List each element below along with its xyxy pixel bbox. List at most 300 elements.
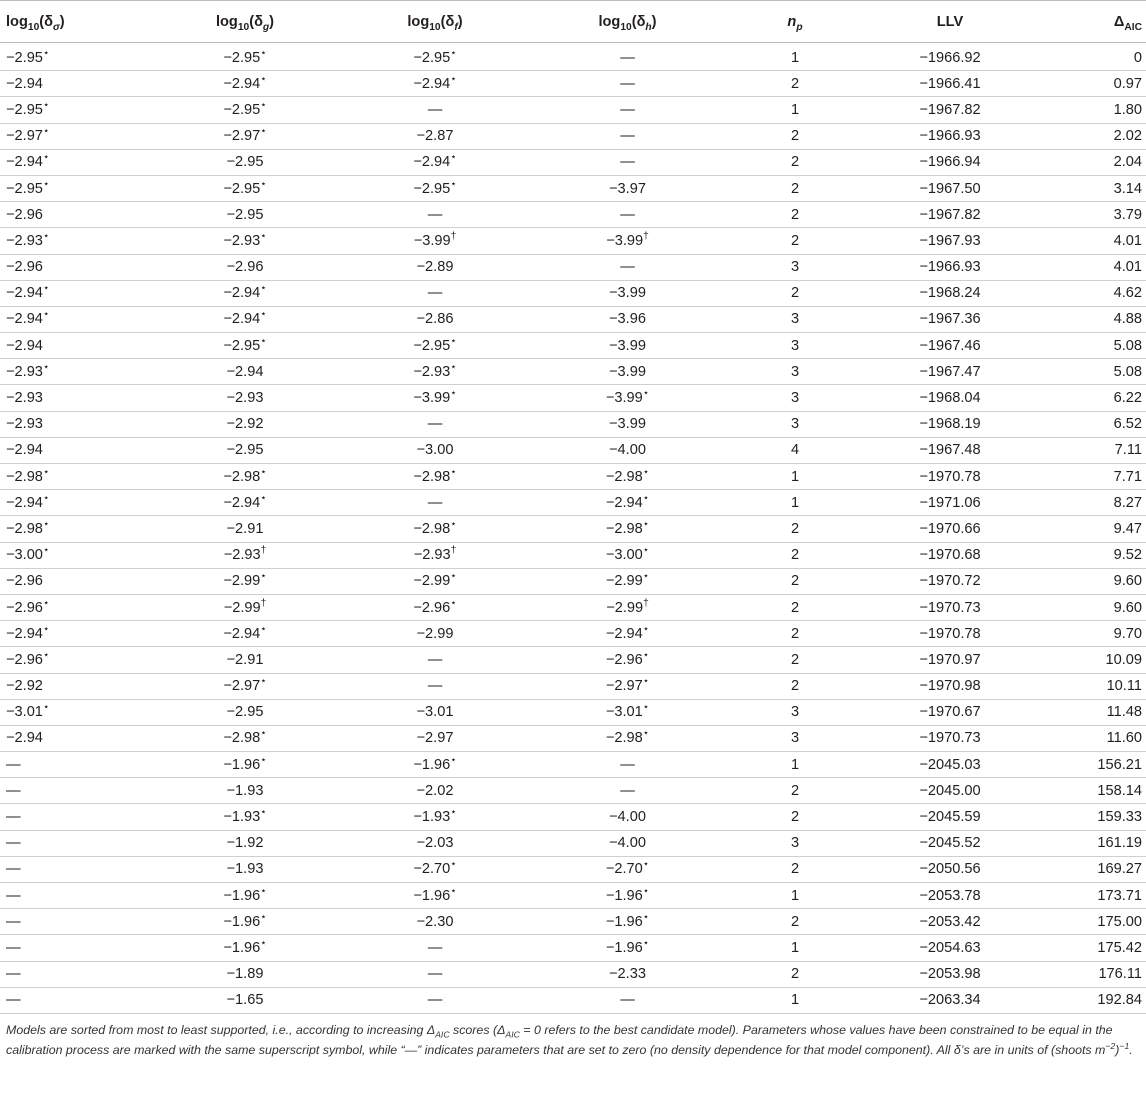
- table-row: [0, 647, 1146, 673]
- cell-log-delta-h: [530, 804, 725, 830]
- constraint-marker: †: [260, 545, 267, 557]
- cell-delta-aic: [1035, 961, 1146, 987]
- cell-value: −1.89: [226, 966, 264, 983]
- cell-log-delta-sigma: [0, 385, 150, 411]
- cell-log-delta-g: [150, 71, 340, 97]
- cell-value: −2.93: [6, 232, 43, 249]
- cell-log-delta-f: [340, 437, 530, 463]
- constraint-marker: †: [643, 231, 649, 243]
- cell-log-delta-sigma: [0, 987, 150, 1013]
- cell-log-delta-sigma: [0, 778, 150, 804]
- table-row: [0, 856, 1146, 882]
- cell-log-delta-h: [530, 621, 725, 647]
- cell-value: −1970.98: [919, 678, 981, 695]
- cell-value: −3.99: [606, 232, 644, 249]
- cell-log-delta-g: [150, 149, 340, 175]
- table-row: [0, 43, 1146, 71]
- cell-value: −2.91: [226, 651, 264, 668]
- cell-value: −2.98: [223, 468, 261, 485]
- cell-value: −2053.78: [919, 887, 981, 904]
- cell-value: −1966.41: [919, 75, 981, 92]
- constraint-marker: ⋆: [450, 571, 457, 583]
- cell-value: 5.08: [1113, 337, 1142, 354]
- cell-value: 2: [790, 232, 800, 249]
- cell-value: −2.95: [226, 154, 264, 171]
- cell-llv: [865, 359, 1035, 385]
- cell-np: [725, 385, 865, 411]
- cell-value: 176.11: [1098, 966, 1142, 983]
- cell-log-delta-g: [150, 883, 340, 909]
- cell-log-delta-sigma: [0, 43, 150, 71]
- cell-log-delta-f: [340, 490, 530, 516]
- cell-log-delta-sigma: [0, 464, 150, 490]
- cell-value: −2.98: [6, 468, 43, 485]
- cell-value: −1.93: [226, 782, 264, 799]
- constraint-marker: ⋆: [642, 571, 650, 583]
- cell-llv: [865, 149, 1035, 175]
- cell-value: −1.92: [226, 835, 264, 852]
- cell-value: 2: [790, 966, 800, 983]
- cell-np: [725, 883, 865, 909]
- cell-delta-aic: [1035, 725, 1146, 751]
- cell-log-delta-sigma: [0, 909, 150, 935]
- cell-value: 2: [790, 599, 800, 616]
- cell-llv: [865, 647, 1035, 673]
- cell-llv: [865, 856, 1035, 882]
- cell-value: −2.91: [226, 520, 264, 537]
- constraint-marker: ⋆: [260, 466, 267, 478]
- cell-llv: [865, 228, 1035, 254]
- table-row: [0, 725, 1146, 751]
- cell-log-delta-h: [530, 647, 725, 673]
- cell-np: [725, 254, 865, 280]
- constraint-marker: ⋆: [42, 597, 50, 609]
- constraint-marker: ⋆: [42, 466, 50, 478]
- cell-value: 3: [790, 259, 800, 276]
- cell-log-delta-f: [340, 254, 530, 280]
- cell-value: 3: [790, 704, 800, 721]
- cell-value: −2.94: [223, 494, 261, 511]
- cell-log-delta-f: [340, 725, 530, 751]
- constraint-marker: ⋆: [642, 728, 650, 740]
- cell-value: −1970.67: [919, 704, 981, 721]
- cell-log-delta-g: [150, 621, 340, 647]
- cell-log-delta-f: [340, 961, 530, 987]
- header-llv: LLV: [865, 1, 1035, 43]
- cell-value: 156.21: [1097, 756, 1142, 773]
- cell-value: 9.52: [1113, 547, 1142, 564]
- cell-value: —: [6, 835, 21, 852]
- cell-value: −1.96: [223, 939, 261, 956]
- cell-value: 1.80: [1113, 101, 1142, 118]
- cell-llv: [865, 909, 1035, 935]
- cell-value: —: [427, 966, 443, 983]
- cell-value: 9.60: [1113, 599, 1142, 616]
- constraint-marker: ⋆: [260, 492, 267, 504]
- cell-value: −1967.82: [919, 101, 981, 118]
- cell-value: −1967.46: [919, 337, 981, 354]
- cell-log-delta-f: [340, 280, 530, 306]
- cell-log-delta-f: [340, 43, 530, 71]
- header-delta-aic: $\Delta_{AIC}$: [1035, 1, 1146, 43]
- cell-log-delta-g: [150, 228, 340, 254]
- cell-log-delta-f: [340, 830, 530, 856]
- cell-value: −2.33: [609, 966, 646, 983]
- constraint-marker: ⋆: [42, 519, 50, 531]
- cell-llv: [865, 621, 1035, 647]
- cell-value: −2.94: [6, 625, 43, 642]
- cell-value: −2050.56: [919, 861, 981, 878]
- constraint-marker: ⋆: [642, 623, 650, 635]
- cell-log-delta-sigma: [0, 254, 150, 280]
- constraint-marker: †: [643, 597, 649, 609]
- constraint-marker: ⋆: [450, 597, 457, 609]
- cell-value: —: [620, 128, 635, 145]
- constraint-marker: ⋆: [450, 178, 457, 190]
- cell-value: −2.98: [605, 730, 643, 747]
- cell-value: −2045.00: [919, 782, 981, 799]
- cell-log-delta-g: [150, 699, 340, 725]
- cell-value: 2: [790, 154, 800, 171]
- cell-log-delta-g: [150, 175, 340, 201]
- cell-value: 7.71: [1113, 468, 1142, 485]
- cell-log-delta-f: [340, 333, 530, 359]
- constraint-marker: ⋆: [450, 807, 457, 819]
- constraint-marker: †: [450, 231, 457, 243]
- cell-value: 2.04: [1113, 154, 1142, 171]
- cell-value: −2.94: [223, 625, 261, 642]
- cell-value: —: [620, 992, 635, 1009]
- cell-value: −2.92: [226, 416, 264, 433]
- cell-delta-aic: [1035, 830, 1146, 856]
- constraint-marker: ⋆: [42, 231, 50, 243]
- cell-value: −2.98: [413, 468, 451, 485]
- table-row: [0, 961, 1146, 987]
- cell-value: −2.94: [605, 494, 643, 511]
- cell-value: —: [620, 75, 635, 92]
- table-row: [0, 568, 1146, 594]
- cell-log-delta-h: [530, 359, 725, 385]
- cell-log-delta-sigma: [0, 673, 150, 699]
- cell-log-delta-h: [530, 254, 725, 280]
- cell-log-delta-f: [340, 621, 530, 647]
- cell-llv: [865, 987, 1035, 1013]
- cell-value: 9.47: [1113, 520, 1142, 537]
- cell-value: −1.96: [605, 887, 643, 904]
- cell-value: −2.95: [413, 49, 451, 66]
- cell-value: 1: [790, 939, 800, 956]
- cell-value: −2053.98: [919, 966, 981, 983]
- cell-value: −2.95: [6, 180, 43, 197]
- cell-value: −2.95: [413, 180, 451, 197]
- cell-np: [725, 621, 865, 647]
- cell-log-delta-f: [340, 699, 530, 725]
- cell-value: −2.70: [413, 861, 451, 878]
- cell-value: —: [620, 782, 635, 799]
- constraint-marker: ⋆: [450, 519, 457, 531]
- cell-delta-aic: [1035, 778, 1146, 804]
- header-log-delta-h: $\log_{10}(\delta_h)$: [530, 1, 725, 43]
- cell-log-delta-g: [150, 411, 340, 437]
- table-row: [0, 516, 1146, 542]
- cell-np: [725, 228, 865, 254]
- cell-value: 2: [790, 678, 800, 695]
- constraint-marker: ⋆: [260, 571, 267, 583]
- cell-np: [725, 333, 865, 359]
- cell-log-delta-sigma: [0, 961, 150, 987]
- constraint-marker: ⋆: [450, 47, 457, 59]
- constraint-marker: ⋆: [260, 754, 267, 766]
- table-row: [0, 752, 1146, 778]
- table-footnote: Models are sorted from most to least supported, i.e., according to increasing $\Delta_{AIC}$ scores ($\Delta_{AIC} = 0$ refers to the best candidate model). Parameters whose values have been constrained to be equal in the calibration process are marked with the same superscript symbol, while “—” indicates parameters that are set to zero (no density dependence for that model component). All δ’s are in units of (shoots $m^{-2})^{-1}$.: [6, 1022, 1133, 1057]
- cell-value: −3.99: [609, 416, 646, 433]
- cell-value: −1967.36: [919, 311, 981, 328]
- constraint-marker: ⋆: [42, 702, 50, 714]
- cell-value: 4: [790, 442, 800, 459]
- cell-np: [725, 516, 865, 542]
- cell-value: —: [6, 809, 21, 826]
- constraint-marker: ⋆: [642, 492, 650, 504]
- constraint-marker: ⋆: [450, 361, 457, 373]
- cell-value: −1.93: [413, 809, 451, 826]
- constraint-marker: ⋆: [260, 938, 267, 950]
- cell-np: [725, 673, 865, 699]
- cell-llv: [865, 752, 1035, 778]
- cell-llv: [865, 123, 1035, 149]
- cell-delta-aic: [1035, 673, 1146, 699]
- table-row: [0, 804, 1146, 830]
- cell-log-delta-f: [340, 542, 530, 568]
- cell-delta-aic: [1035, 594, 1146, 620]
- cell-np: [725, 568, 865, 594]
- cell-value: −1970.97: [919, 651, 981, 668]
- constraint-marker: ⋆: [260, 100, 267, 112]
- cell-delta-aic: [1035, 856, 1146, 882]
- cell-value: −2.94: [6, 442, 43, 459]
- table-row: [0, 71, 1146, 97]
- constraint-marker: ⋆: [260, 728, 267, 740]
- cell-value: −2.94: [6, 730, 43, 747]
- cell-log-delta-h: [530, 935, 725, 961]
- cell-log-delta-g: [150, 43, 340, 71]
- cell-log-delta-sigma: [0, 333, 150, 359]
- cell-value: −2.95: [223, 337, 261, 354]
- cell-value: −1970.73: [919, 599, 981, 616]
- cell-value: 1: [790, 468, 800, 485]
- cell-value: −2.96: [6, 599, 43, 616]
- cell-value: −2.94: [605, 625, 643, 642]
- table-row: [0, 254, 1146, 280]
- cell-np: [725, 725, 865, 751]
- table-row: [0, 621, 1146, 647]
- constraint-marker: ⋆: [642, 911, 650, 923]
- cell-delta-aic: [1035, 97, 1146, 123]
- cell-log-delta-h: [530, 752, 725, 778]
- cell-value: −4.00: [609, 835, 646, 852]
- cell-llv: [865, 542, 1035, 568]
- cell-log-delta-f: [340, 673, 530, 699]
- cell-value: −1970.66: [919, 520, 981, 537]
- cell-llv: [865, 804, 1035, 830]
- cell-value: 10.09: [1105, 651, 1142, 668]
- cell-value: —: [427, 992, 443, 1009]
- constraint-marker: ⋆: [260, 335, 267, 347]
- cell-value: —: [427, 494, 443, 511]
- cell-log-delta-sigma: [0, 306, 150, 332]
- cell-value: −2.97: [6, 128, 43, 145]
- cell-log-delta-h: [530, 280, 725, 306]
- constraint-marker: ⋆: [260, 807, 267, 819]
- cell-value: −1.65: [226, 992, 264, 1009]
- cell-log-delta-sigma: [0, 516, 150, 542]
- cell-value: −2.95: [6, 101, 43, 118]
- cell-value: 2: [790, 75, 800, 92]
- cell-llv: [865, 306, 1035, 332]
- cell-value: 192.84: [1097, 992, 1142, 1009]
- cell-value: −2.94: [6, 154, 43, 171]
- cell-delta-aic: [1035, 699, 1146, 725]
- cell-value: 10.11: [1106, 678, 1142, 695]
- cell-log-delta-sigma: [0, 830, 150, 856]
- cell-np: [725, 123, 865, 149]
- cell-value: −2.95: [226, 442, 264, 459]
- cell-delta-aic: [1035, 516, 1146, 542]
- header-log-delta-sigma: $\log_{10}(\delta_\sigma)$: [0, 1, 150, 43]
- cell-value: −1967.47: [919, 363, 981, 380]
- cell-delta-aic: [1035, 568, 1146, 594]
- cell-value: 1: [790, 756, 800, 773]
- constraint-marker: ⋆: [42, 152, 50, 164]
- cell-value: —: [6, 939, 21, 956]
- cell-llv: [865, 961, 1035, 987]
- cell-np: [725, 43, 865, 71]
- cell-value: −2.98: [223, 730, 261, 747]
- constraint-marker: ⋆: [260, 178, 267, 190]
- constraint-marker: ⋆: [260, 911, 267, 923]
- cell-value: 1: [790, 992, 800, 1009]
- cell-llv: [865, 437, 1035, 463]
- cell-log-delta-f: [340, 778, 530, 804]
- cell-value: 2: [790, 651, 800, 668]
- cell-value: −2.96: [605, 651, 643, 668]
- cell-log-delta-h: [530, 909, 725, 935]
- cell-value: —: [6, 913, 21, 930]
- cell-value: −1966.92: [919, 49, 981, 66]
- cell-log-delta-g: [150, 856, 340, 882]
- cell-log-delta-g: [150, 385, 340, 411]
- table-row: [0, 385, 1146, 411]
- cell-value: −1967.93: [919, 232, 981, 249]
- cell-value: 173.71: [1097, 887, 1142, 904]
- constraint-marker: ⋆: [42, 492, 50, 504]
- cell-log-delta-f: [340, 516, 530, 542]
- cell-llv: [865, 516, 1035, 542]
- cell-value: —: [427, 939, 443, 956]
- constraint-marker: ⋆: [450, 335, 457, 347]
- cell-value: —: [620, 101, 635, 118]
- cell-log-delta-h: [530, 490, 725, 516]
- cell-np: [725, 542, 865, 568]
- cell-log-delta-f: [340, 175, 530, 201]
- cell-value: 3: [790, 390, 800, 407]
- cell-value: −2.95: [6, 49, 43, 66]
- constraint-marker: ⋆: [450, 152, 457, 164]
- cell-np: [725, 306, 865, 332]
- cell-np: [725, 961, 865, 987]
- cell-value: −2.96: [413, 599, 451, 616]
- cell-value: −2.95: [226, 206, 264, 223]
- cell-value: −2.92: [6, 678, 43, 695]
- cell-value: −2.98: [6, 520, 43, 537]
- cell-value: —: [427, 651, 443, 668]
- cell-value: 1: [790, 887, 800, 904]
- cell-value: 2: [790, 206, 800, 223]
- cell-value: −1.96: [605, 913, 643, 930]
- cell-value: −1.96: [605, 939, 643, 956]
- cell-log-delta-f: [340, 883, 530, 909]
- cell-value: −1.93: [223, 809, 261, 826]
- cell-log-delta-h: [530, 411, 725, 437]
- cell-log-delta-g: [150, 202, 340, 228]
- cell-value: 9.60: [1113, 573, 1142, 590]
- cell-value: 4.01: [1113, 232, 1142, 249]
- cell-value: 158.14: [1097, 782, 1142, 799]
- cell-log-delta-g: [150, 647, 340, 673]
- cell-value: −2.94: [6, 285, 43, 302]
- cell-np: [725, 490, 865, 516]
- table-row: [0, 464, 1146, 490]
- cell-value: 9.70: [1113, 625, 1142, 642]
- cell-value: −2.94: [6, 311, 43, 328]
- cell-log-delta-g: [150, 123, 340, 149]
- cell-log-delta-sigma: [0, 883, 150, 909]
- constraint-marker: ⋆: [42, 178, 50, 190]
- cell-log-delta-sigma: [0, 621, 150, 647]
- cell-log-delta-g: [150, 490, 340, 516]
- cell-llv: [865, 594, 1035, 620]
- cell-np: [725, 464, 865, 490]
- cell-value: −2.99: [416, 625, 454, 642]
- cell-np: [725, 935, 865, 961]
- cell-value: −3.00: [605, 547, 643, 564]
- cell-value: —: [620, 154, 635, 171]
- cell-log-delta-h: [530, 778, 725, 804]
- cell-np: [725, 175, 865, 201]
- cell-value: −1970.78: [919, 625, 981, 642]
- cell-value: 11.60: [1106, 730, 1142, 747]
- cell-value: −2.94: [6, 337, 43, 354]
- cell-log-delta-f: [340, 935, 530, 961]
- constraint-marker: ⋆: [260, 231, 267, 243]
- cell-value: —: [6, 782, 21, 799]
- cell-value: −1970.72: [919, 573, 981, 590]
- cell-np: [725, 71, 865, 97]
- cell-value: −2.96: [6, 206, 43, 223]
- constraint-marker: †: [450, 545, 457, 557]
- cell-llv: [865, 175, 1035, 201]
- cell-value: −1967.82: [919, 206, 981, 223]
- cell-value: −2.94: [223, 311, 261, 328]
- table-row: [0, 411, 1146, 437]
- constraint-marker: ⋆: [260, 47, 267, 59]
- cell-value: −2.93: [413, 547, 451, 564]
- cell-value: 4.62: [1113, 285, 1142, 302]
- cell-log-delta-sigma: [0, 568, 150, 594]
- cell-value: −2.94: [413, 154, 451, 171]
- cell-value: −2.94: [6, 75, 43, 92]
- cell-log-delta-f: [340, 149, 530, 175]
- table-row: [0, 594, 1146, 620]
